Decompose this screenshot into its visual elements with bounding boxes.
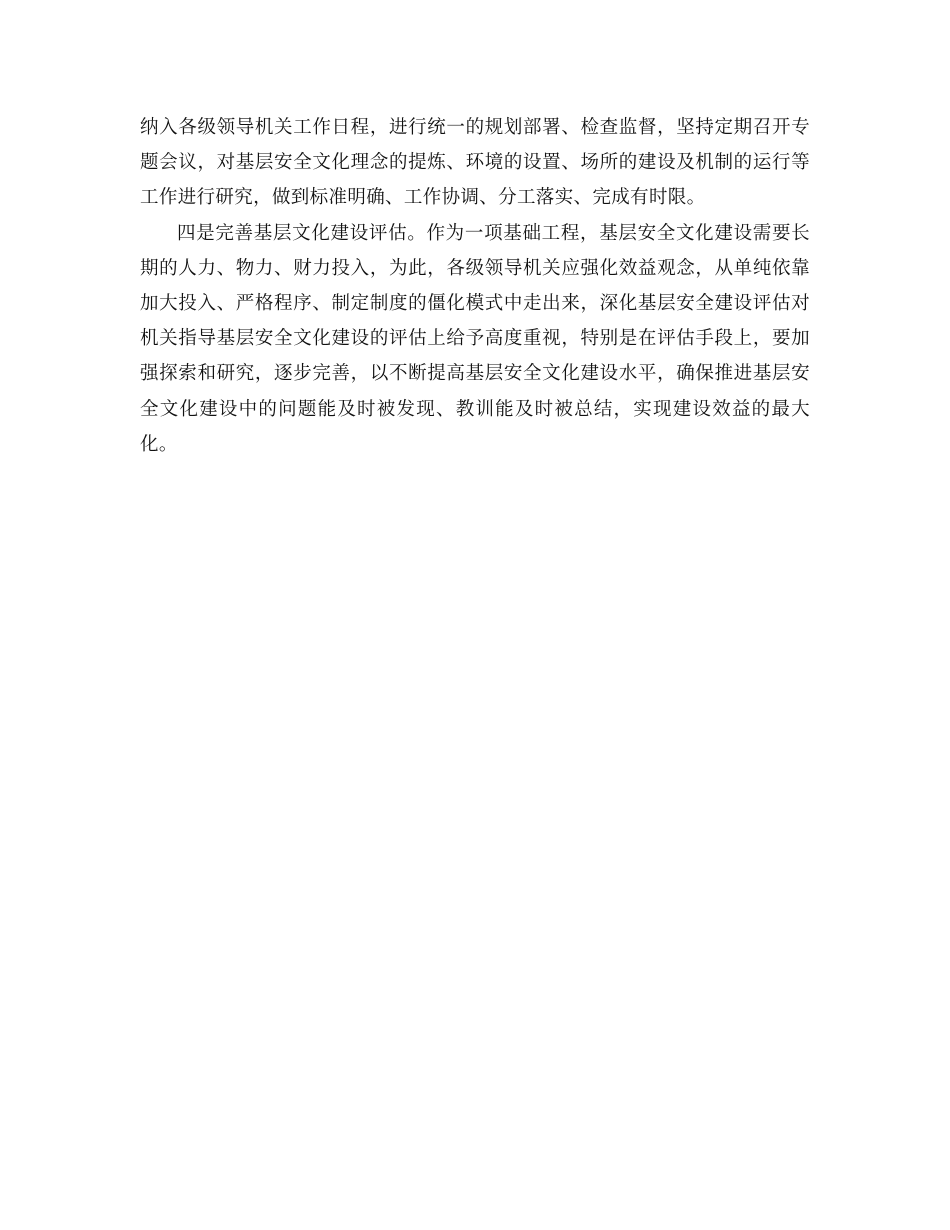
document-body (140, 110, 810, 462)
paragraph-evaluation: 四是完善基层文化建设评估。作为一项基础工程，基层安全文化建设需要长期的人力、物力、财力投入，为此，各级领导机关应强化效益观念，从单纯依靠加大投入、严格程序、制定制度的僵化模式中走出来，深化基层安全建设评估对机关指导基层安全文化建设的评估上给予高度重视，特别是在评估手段上，要加强探索和研究，逐步完善，以不断提高基层安全文化建设水平，确保推进基层安全文化建设中的问题能及时被发现、教训能及时被总结，实现建设效益的最大化。 (140, 222, 810, 455)
paragraph-continuation: 纳入各级领导机关工作日程，进行统一的规划部署、检查监督，坚持定期召开专题会议，对基层安全文化理念的提炼、环境的设置、场所的建设及机制的运行等工作进行研究，做到标准明确、工作协调、分工落实、完成有时限。 (140, 117, 810, 209)
